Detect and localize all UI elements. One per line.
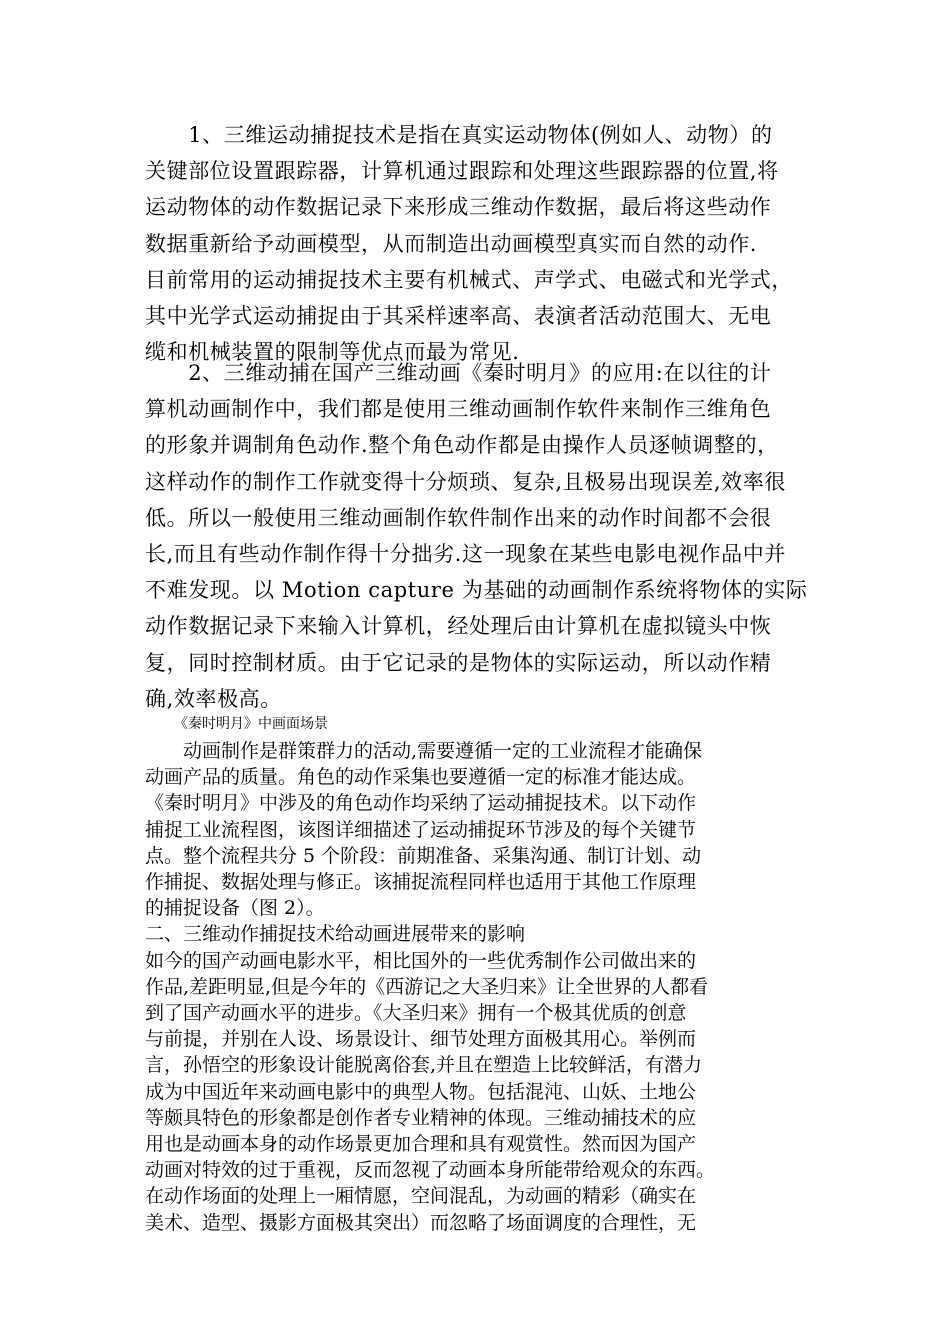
text-line: 低。所以一般使用三维动画制作软件制作出来的动作时间都不会很: [145, 505, 772, 530]
text-line: 动画制作是群策群力的活动,需要遵循一定的工业流程才能确保: [145, 740, 703, 762]
text-line: 这样动作的制作工作就变得十分烦琐、复杂,且极易出现误差,效率很: [145, 469, 786, 494]
text-line: 目前常用的运动捕捉技术主要有机械式、声学式、电磁式和光学式，: [145, 267, 793, 292]
paragraph-motion-capture-definition: [145, 117, 810, 370]
text-line: 动画对特效的过于重视，反而忽视了动画本身所能带给观众的东西。: [145, 1159, 716, 1182]
paragraph-workflow-and-impact: [145, 738, 815, 1236]
text-line: 如今的国产动画电影水平，相比国外的一些优秀制作公司做出来的: [145, 949, 697, 972]
text-line: 到了国产动画水平的进步。《大圣归来》拥有一个极其优质的创意: [145, 1002, 687, 1025]
text-line: 的捕捉设备（图 2）。: [145, 897, 325, 920]
text-line: 作捕捉、数据处理与修正。该捕捉流程同样也适用于其他工作原理: [145, 871, 697, 894]
text-line: 复，同时控制材质。由于它记录的是物体的实际运动，所以动作精: [145, 650, 772, 675]
text-line: 关键部位设置跟踪器，计算机通过跟踪和处理这些跟踪器的位置,将: [145, 159, 779, 184]
text-line: 2、三维动捕在国产三维动画《秦时明月》的应用:在以往的计: [145, 361, 772, 385]
text-line: 用也是动画本身的动作场景更加合理和具有观赏性。然而因为国产: [145, 1133, 697, 1156]
text-line: 成为中国近年来动画电影中的典型人物。包括混沌、山妖、土地公: [145, 1080, 697, 1103]
figure-caption: 《秦时明月》中画面场景: [174, 716, 328, 732]
text-line: 其中光学式运动捕捉由于其采样速率高、表演者活动范围大、无电: [145, 304, 772, 329]
text-line: 运动物体的动作数据记录下来形成三维动作数据，最后将这些动作: [145, 195, 772, 220]
section-heading: 二、三维动作捕捉技术给动画进展带来的影响: [145, 923, 526, 946]
text-line: 等颇具特色的形象都是创作者专业精神的体现。三维动捕技术的应: [145, 1106, 697, 1129]
text-line: 与前提，并别在人设、场景设计、细节处理方面极其用心。举例而: [145, 1028, 697, 1051]
text-line: 动作数据记录下来输入计算机，经处理后由计算机在虚拟镜头中恢: [145, 614, 772, 639]
text-line: 美术、造型、摄影方面极其突出）而忽略了场面调度的合理性，无: [145, 1211, 697, 1234]
text-line: 缆和机械装置的限制等优点而最为常见.: [145, 340, 520, 365]
text-line: 言，孙悟空的形象设计能脱离俗套,并且在塑造上比较鲜活，有潜力: [145, 1054, 703, 1077]
text-line: 的形象并调制角色动作.整个角色动作都是由操作人员逐帧调整的，: [145, 433, 779, 458]
text-line: 在动作场面的处理上一厢情愿，空间混乱，为动画的精彩（确实在: [145, 1185, 697, 1208]
paragraph-qinshi-mingyue-application: [145, 355, 810, 717]
text-line: 1、三维运动捕捉技术是指在真实运动物体(例如人、动物）的: [145, 123, 773, 147]
text-line: 《秦时明月》中涉及的角色动作均采纳了运动捕捉技术。以下动作: [145, 792, 697, 815]
text-line: 数据重新给予动画模型，从而制造出动画模型真实而自然的动作.: [145, 231, 758, 256]
text-line: 长,而且有些动作制作得十分拙劣.这一现象在某些电影电视作品中并: [145, 542, 786, 567]
text-line: 点。整个流程共分 5 个阶段：前期准备、采集沟通、制订计划、动: [145, 844, 702, 867]
text-line: 动画产品的质量。角色的动作采集也要遵循一定的标准才能达成。: [145, 766, 697, 789]
text-line: 不难发现。以 Motion capture 为基础的动画制作系统将物体的实际: [145, 578, 808, 603]
text-line: 确,效率极高。: [145, 686, 282, 711]
text-line: 捕捉工业流程图，该图详细描述了运动捕捉环节涉及的每个关键节: [145, 818, 697, 841]
text-line: 作品,差距明显,但是今年的《西游记之大圣归来》让全世界的人都看: [145, 975, 709, 998]
text-line: 算机动画制作中，我们都是使用三维动画制作软件来制作三维角色: [145, 397, 772, 422]
